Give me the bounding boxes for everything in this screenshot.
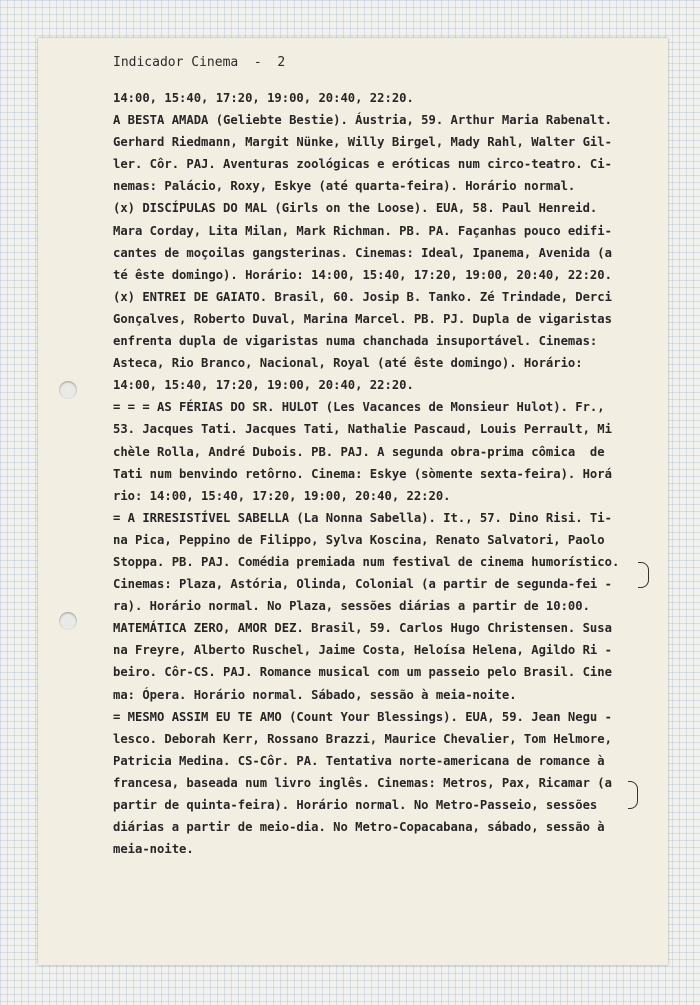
text-line: Tati num benvindo retôrno. Cinema: Eskye (sòmente sexta-feira). Horá <box>113 466 612 481</box>
text-line: nemas: Palácio, Roxy, Eskye (até quarta-feira). Horário normal. <box>113 179 576 194</box>
text-line: Asteca, Rio Branco, Nacional, Royal (até êste domingo). Horário: <box>113 356 583 371</box>
handwritten-bracket-mark <box>628 781 638 809</box>
text-line: ma: Ópera. Horário normal. Sábado, sessão à meia-noite. <box>113 687 517 702</box>
text-line: 53. Jacques Tati. Jacques Tati, Nathalie Pascaud, Louis Perrault, Mi <box>113 422 612 437</box>
text-line: beiro. Côr-CS. PAJ. Romance musical com um passeio pelo Brasil. Cine <box>113 665 612 680</box>
document-body <box>113 87 619 860</box>
text-line: Cinemas: Plaza, Astória, Olinda, Colonial (a partir de segunda-fei - <box>113 577 612 592</box>
text-line: A BESTA AMADA (Geliebte Bestie). Áustria, 59. Arthur Maria Rabenalt. <box>113 113 612 128</box>
page-header: Indicador Cinema - 2 <box>113 55 286 70</box>
text-line: rio: 14:00, 15:40, 17:20, 19:00, 20:40, 22:20. <box>113 488 451 503</box>
text-line: meia-noite. <box>113 842 194 857</box>
text-line: enfrenta dupla de vigaristas numa chanchada insuportável. Cinemas: <box>113 334 598 349</box>
text-line: diárias a partir de meio-dia. No Metro-Copacabana, sábado, sessão à <box>113 820 605 835</box>
text-line: MATEMÁTICA ZERO, AMOR DEZ. Brasil, 59. Carlos Hugo Christensen. Susa <box>113 621 612 636</box>
text-line: Gonçalves, Roberto Duval, Marina Marcel. PB. PJ. Dupla de vigaristas <box>113 311 612 326</box>
text-line: = = = AS FÉRIAS DO SR. HULOT (Les Vacances de Monsieur Hulot). Fr., <box>113 400 605 415</box>
text-line: partir de quinta-feira). Horário normal. No Metro-Passeio, sessões <box>113 798 598 812</box>
text-line: Stoppa. PB. PAJ. Comédia premiada num festival de cinema humorístico. <box>113 554 620 569</box>
text-line: na Pica, Peppino de Filippo, Sylva Koscina, Renato Salvatori, Paolo <box>113 532 605 547</box>
text-line: lesco. Deborah Kerr, Rossano Brazzi, Maurice Chevalier, Tom Helmore, <box>113 731 612 746</box>
punch-hole <box>59 381 77 399</box>
text-line: (x) ENTREI DE GAIATO. Brasil, 60. Josip B. Tanko. Zé Trindade, Derci <box>113 289 612 304</box>
text-line: Gerhard Riedmann, Margit Nünke, Willy Birgel, Mady Rahl, Walter Gil- <box>113 135 612 150</box>
punch-hole <box>59 612 77 630</box>
text-line: na Freyre, Alberto Ruschel, Jaime Costa, Heloísa Helena, Agildo Ri - <box>113 643 612 658</box>
text-line: 14:00, 15:40, 17:20, 19:00, 20:40, 22:20. <box>113 378 414 393</box>
text-line: 14:00, 15:40, 17:20, 19:00, 20:40, 22:20. <box>113 91 414 105</box>
text-line: cantes de moçoilas gangsterinas. Cinemas: Ideal, Ipanema, Avenida (a <box>113 245 612 260</box>
handwritten-bracket-mark <box>638 562 649 588</box>
text-line: té êste domingo). Horário: 14:00, 15:40, 17:20, 19:00, 20:40, 22:20. <box>113 267 612 282</box>
text-line: = A IRRESISTÍVEL SABELLA (La Nonna Sabella). It., 57. Dino Risi. Ti- <box>113 510 612 525</box>
text-line: Patricia Medina. CS-Côr. PA. Tentativa norte-americana de romance à <box>113 753 605 768</box>
text-line: chèle Rolla, André Dubois. PB. PAJ. A segunda obra-prima cômica de <box>113 444 605 459</box>
text-line: ra). Horário normal. No Plaza, sessões diárias a partir de 10:00. <box>113 599 590 614</box>
text-line: = MESMO ASSIM EU TE AMO (Count Your Blessings). EUA, 59. Jean Negu - <box>113 709 612 724</box>
text-line: (x) DISCÍPULAS DO MAL (Girls on the Loose). EUA, 58. Paul Henreid. <box>113 201 598 216</box>
text-line: ler. Côr. PAJ. Aventuras zoológicas e eróticas num circo-teatro. Ci- <box>113 157 612 172</box>
text-line: francesa, baseada num livro inglês. Cinemas: Metros, Pax, Ricamar (a <box>113 775 612 790</box>
text-line: Mara Corday, Lita Milan, Mark Richman. PB. PA. Façanhas pouco edifi- <box>113 223 612 238</box>
